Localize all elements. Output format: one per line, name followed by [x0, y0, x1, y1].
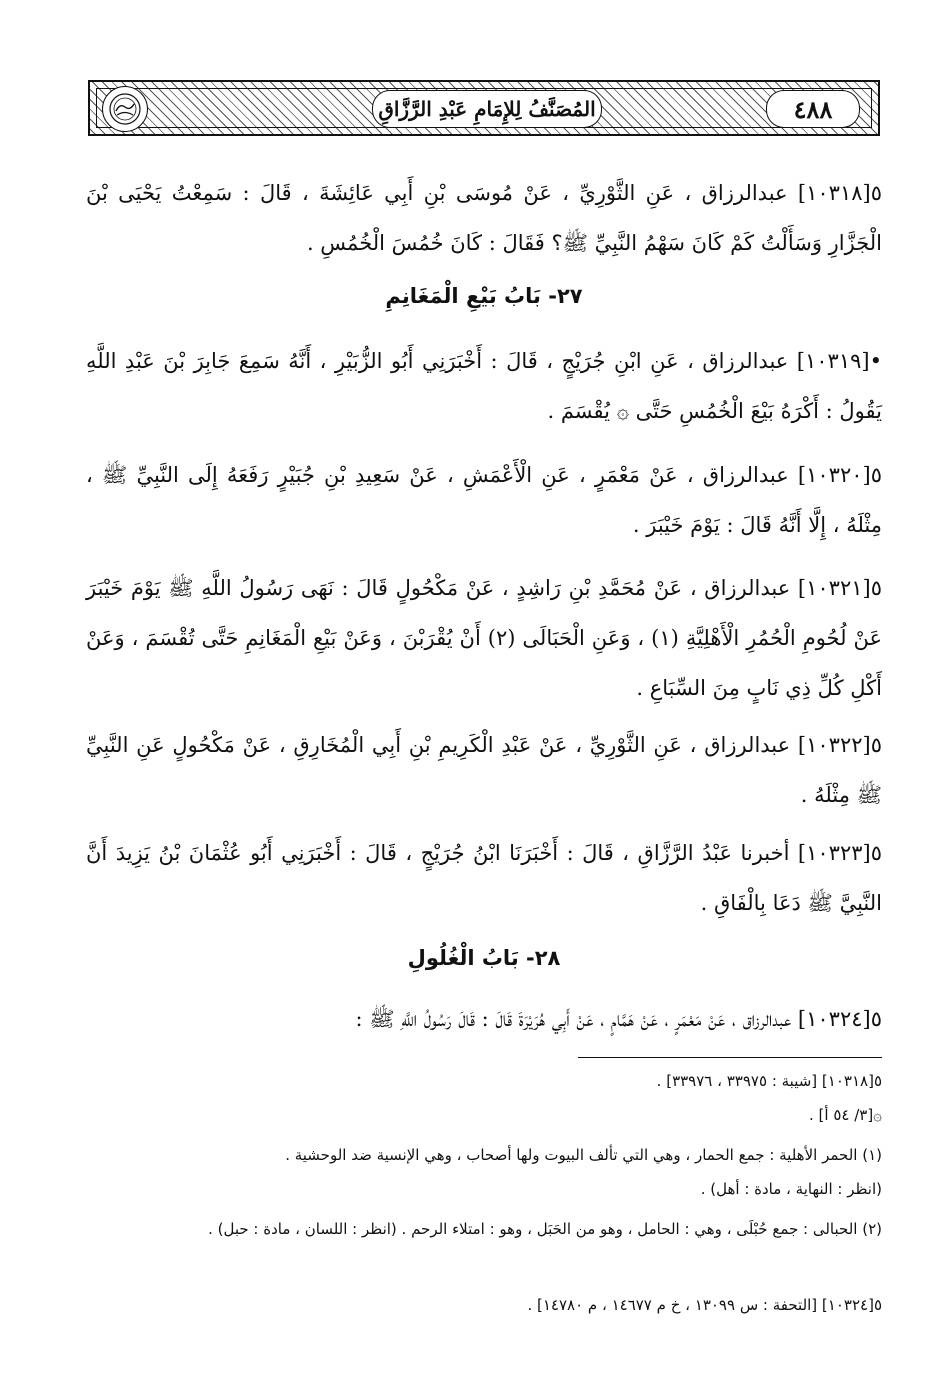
ornamental-emblem-icon	[102, 86, 148, 132]
page-number-cartouche	[766, 90, 860, 128]
footnote-ref-10324: ٥[١٠٣٢٤] [التحفة : س ١٣٠٩٩ ، خ م ١٤٦٧٧ ، م ١٤٧٨٠] .	[527, 1296, 882, 1314]
page-number: ٤٨٨	[793, 94, 833, 124]
hadith-10319: •[١٠٣١٩] عبدالرزاق ، عَنِ ابْنِ جُرَيْجٍ ، قَالَ : أَخْبَرَنِي أَبُو الزُّبَيْرِ ، أَنَّهُ سَمِعَ جَابِرَ بْنَ عَبْدِ اللَّهِ يَقُولُ : أَكْرَهُ بَيْعَ الْخُمُسِ حَتَّى ۞ يُقْسَمَ .	[86, 349, 882, 423]
hadith-10321: ٥[١٠٣٢١] عبدالرزاق ، عَنْ مُحَمَّدِ بْنِ رَاشِدٍ ، عَنْ مَكْحُولٍ قَالَ : نَهَى رَسُولُ اللَّهِ ﷺ يَوْمَ خَيْبَرَ عَنْ لُحُومِ الْحُمُرِ الْأَهْلِيَّةِ (١) ، وَعَنِ الْحَبَالَى (٢) أَنْ يُقْرَبْنَ ، وَعَنْ بَيْعِ الْمَغَانِمِ حَتَّى تُقْسَمَ ، وَعَنْ أَكْلِ كُلِّ ذِي نَابٍ مِنَ السِّبَاعِ .	[86, 576, 882, 700]
footnote-1-source: (انظر : النهاية ، مادة : أهل) .	[700, 1180, 882, 1198]
book-title-cartouche	[372, 90, 602, 128]
chapter-heading-28: ٢٨- بَابُ الْغُلُولِ	[407, 946, 561, 970]
hadith-10322: ٥[١٠٣٢٢] عبدالرزاق ، عَنِ الثَّوْرِيِّ ، عَنْ عَبْدِ الْكَرِيمِ بْنِ أَبِي الْمُخَارِقِ ، عَنْ مَكْحُولٍ عَنِ النَّبِيِّ ﷺ مِثْلَهُ .	[86, 733, 882, 807]
hadith-10323: ٥[١٠٣٢٣] أخبرنا عَبْدُ الرَّزَّاقِ ، قَالَ : أَخْبَرَنَا ابْنُ جُرَيْجٍ ، قَالَ : أَخْبَرَنِي أَبُو عُثْمَانَ بْنُ يَزِيدَ أَنَّ النَّبِيَّ ﷺ دَعَا بِالْفَاقِ .	[86, 841, 882, 915]
hadith-10318: ٥[١٠٣١٨] عبدالرزاق ، عَنِ الثَّوْرِيِّ ، عَنْ مُوسَى بْنِ أَبِي عَائِشَةَ ، قَالَ : سَمِعْتُ يَحْيَى بْنَ الْجَزَّارِ وَسَأَلْتُ كَمْ كَانَ سَهْمُ النَّبِيِّ ﷺ؟ فَقَالَ : كَانَ خُمُسَ الْخُمُسِ .	[86, 181, 882, 255]
page-header	[88, 80, 880, 136]
hadith-10320: ٥[١٠٣٢٠] عبدالرزاق ، عَنْ مَعْمَرٍ ، عَنِ الْأَعْمَشِ ، عَنْ سَعِيدِ بْنِ جُبَيْرٍ رَفَعَهُ إِلَى النَّبِيِّ ﷺ ، مِثْلَهُ ، إِلَّا أَنَّهُ قَالَ : يَوْمَ خَيْبَرَ .	[86, 463, 882, 537]
hadith-10324: ٥[١٠٣٢٤] عبدالرزاق ، عَنْ مَعْمَرٍ ، عَنْ هَمَّامٍ ، عَنْ أَبِي هُرَيْرَةَ قَالَ : قَالَ رَسُولُ اللَّهِ ﷺ :	[355, 1007, 882, 1031]
footnote-1: (١) الحمر الأهلية : جمع الحمار ، وهي التي تألف البيوت ولها أصحاب ، وهي الإنسية ضد الوحشية .	[285, 1146, 882, 1164]
chapter-heading-27: ٢٧- بَابُ بَيْعِ الْمَغَانِمِ	[385, 284, 583, 308]
footnote-ref-10318: ٥[١٠٣١٨] [شيبة : ٣٣٩٧٥ ، ٣٣٩٧٦] .	[656, 1072, 882, 1090]
footnote-2: (٢) الحبالى : جمع حُبْلَى ، وهي : الحامل ، وهو من الحَبَل ، وهو : امتلاء الرحم . (انظر : اللسان ، مادة : حبل) .	[208, 1220, 882, 1238]
book-title: المُصَنَّفُ لِلإِمَامِ عَبْدِ الرَّزَّاقِ	[378, 97, 596, 121]
footnote-folio: ۞[٣/ ٥٤ أ] .	[809, 1106, 882, 1124]
footnote-separator	[578, 1057, 882, 1058]
